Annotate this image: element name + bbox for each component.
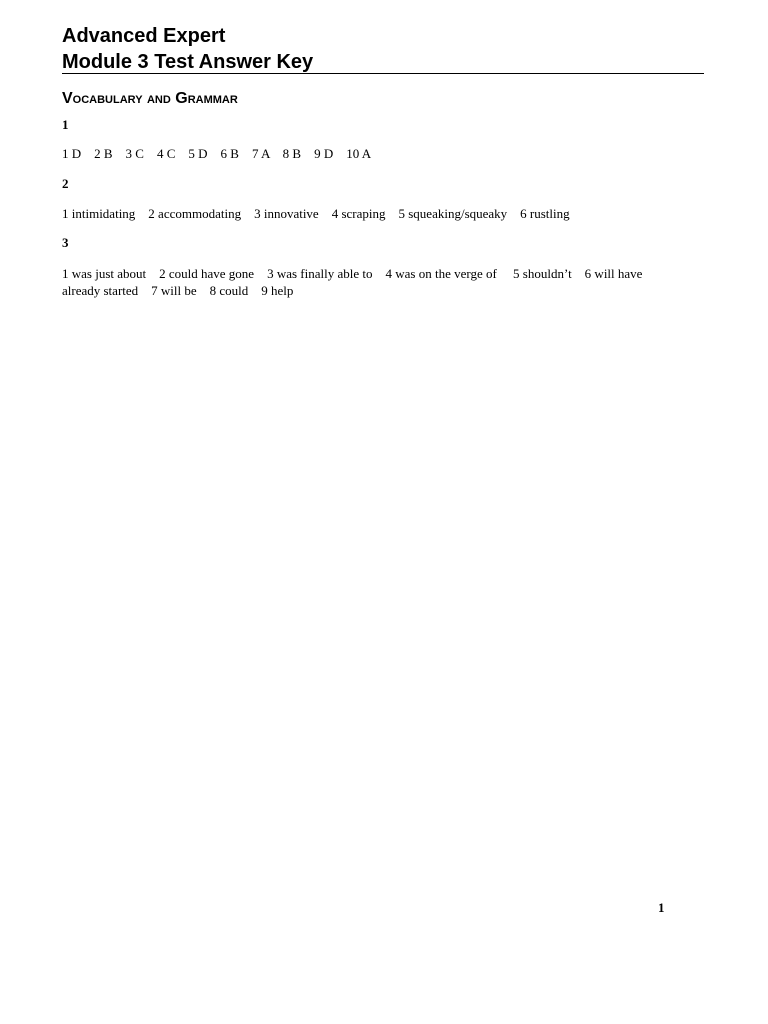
question-number-2: 2 — [62, 176, 69, 191]
question-3-answers-line-2: already started 7 will be 8 could 9 help — [62, 283, 294, 298]
page-number: 1 — [658, 900, 665, 915]
question-number-3: 3 — [62, 235, 69, 250]
header-divider — [62, 73, 704, 74]
question-3-answers-line-1: 1 was just about 2 could have gone 3 was finally able to 4 was on the verge of 5 shouldn’t 6 will have — [62, 266, 643, 281]
question-2-answers: 1 intimidating 2 accommodating 3 innovative 4 scraping 5 squeaking/squeaky 6 rustling — [62, 206, 570, 221]
section-heading: Vocabulary and Grammar — [62, 90, 238, 107]
document-subtitle: Module 3 Test Answer Key — [62, 51, 314, 73]
question-3-answers — [62, 265, 704, 299]
question-number-1: 1 — [62, 117, 69, 132]
document-title: Advanced Expert — [62, 25, 226, 47]
question-1-answers: 1 D 2 B 3 C 4 C 5 D 6 B 7 A 8 B 9 D 10 A — [62, 146, 372, 161]
